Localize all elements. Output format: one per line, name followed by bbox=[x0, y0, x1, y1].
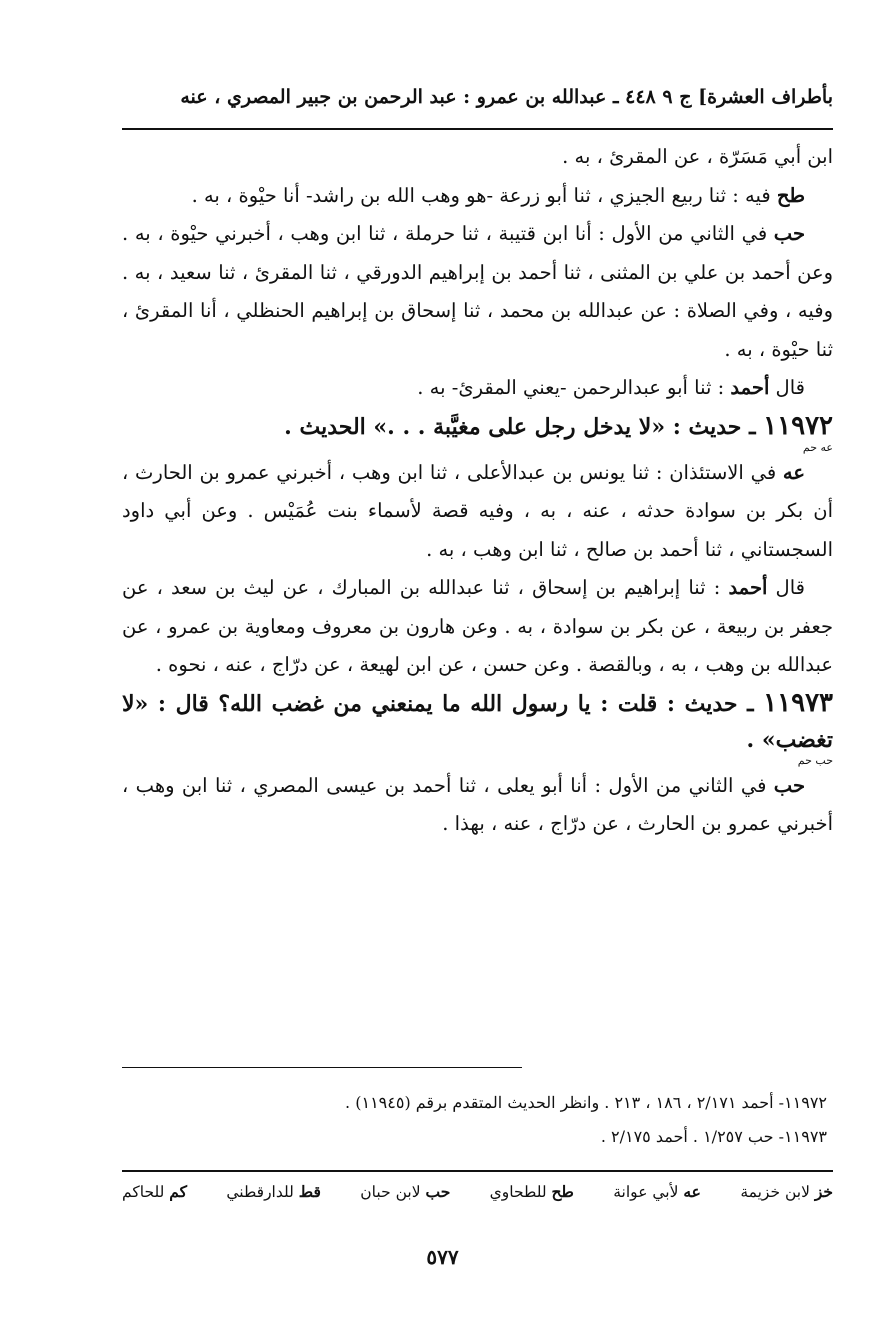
legend-item: طح للطحاوي bbox=[489, 1182, 574, 1201]
paragraph: ابن أبي مَسَرّة ، عن المقرئ ، به . bbox=[562, 145, 833, 168]
paragraph: طح فيه : ثنا ربيع الجيزي ، ثنا أبو زرعة -هو وهب الله بن راشد- أنا حيْوة ، به . bbox=[191, 183, 805, 207]
footnote-rule bbox=[122, 1067, 522, 1068]
header-title: بأطراف العشرة] ج ٩ ٤٤٨ ـ عبدالله بن عمرو : عبد الرحمن بن جبير المصري ، عنه bbox=[180, 86, 833, 108]
paragraph: قال أحمد : ثنا إبراهيم بن إسحاق ، ثنا عبدالله بن المبارك ، عن ليث بن سعد ، عن جعفر بن ربيعة ، عن بكر بن سوادة ، به . وعن هارون بن معروف ومعاوية بن عمرو ، عن عبدالله بن وهب ، به ، وبالقصة . وعن حسن ، عن ابن لهيعة ، عن درّاج ، عنه ، نحوه . bbox=[122, 576, 833, 676]
footnote: ١١٩٧٣- حب ١/٢٥٧ . أحمد ٢/١٧٥ . bbox=[600, 1127, 827, 1146]
hadith-heading-11973: ١١٩٧٣ ـ حديث : قلت : يا رسول الله ما يمنعني من غضب الله؟ قال : «لا تغضب» . bbox=[122, 687, 833, 753]
footnotes bbox=[122, 1086, 833, 1154]
header-rule bbox=[122, 128, 833, 130]
source-code: عه bbox=[782, 460, 805, 484]
source-code: طح bbox=[776, 183, 805, 207]
footer-rule bbox=[122, 1170, 833, 1172]
paragraph: عه في الاستئذان : ثنا يونس بن عبدالأعلى ، ثنا ابن وهب ، أخبرني عمرو بن الحارث ، أن بكر بن سوادة حدثه ، عنه ، به ، وفيه قصة لأسماء بنت عُمَيْس . وعن أبي داود السجستاني ، ثنا أحمد بن صالح ، ثنا ابن وهب ، به . bbox=[122, 460, 833, 561]
page-number: ٥٧٧ bbox=[426, 1245, 459, 1269]
paragraph: حب في الثاني من الأول : أنا أبو يعلى ، ثنا أحمد بن عيسى المصري ، ثنا ابن وهب ، أخبرني عمرو بن الحارث ، عن درّاج ، عنه ، بهذا . bbox=[122, 773, 833, 835]
legend-item: حب لابن حبان bbox=[360, 1182, 451, 1201]
source-codes: حب حم bbox=[797, 753, 833, 767]
running-header bbox=[122, 82, 833, 118]
footnote: ١١٩٧٢- أحمد ٢/١٧١ ، ١٨٦ ، ٢١٣ . وانظر الحديث المتقدم برقم (١١٩٤٥) . bbox=[345, 1093, 827, 1112]
source-code: حب bbox=[773, 222, 805, 245]
source-name: أحمد bbox=[728, 576, 768, 599]
paragraph: حب في الثاني من الأول : أنا ابن قتيبة ، ثنا حرملة ، ثنا ابن وهب ، أخبرني حيْوة ، به . وعن أحمد بن علي بن المثنى ، ثنا أحمد بن إبراهيم الدورقي ، ثنا المقرئ ، ثنا سعيد ، به . وفيه ، وفي الصلاة : عن عبدالله بن محمد ، ثنا إسحاق بن إبراهيم الحنظلي ، أنا المقرئ ، ثنا حيْوة ، به . bbox=[122, 222, 833, 361]
source-codes: عه حم bbox=[802, 440, 833, 454]
hadith-heading-11972: ١١٩٧٢ ـ حديث : «لا يدخل رجل على مغيَّبة . . .» الحديث . bbox=[284, 410, 833, 441]
legend-item: كم للحاكم bbox=[122, 1182, 187, 1201]
abbreviation-legend bbox=[122, 1182, 833, 1201]
source-name: أحمد bbox=[730, 376, 770, 399]
hadith-number: ١١٩٧٣ bbox=[763, 687, 833, 718]
main-text bbox=[122, 138, 833, 844]
legend-item: خز لابن خزيمة bbox=[740, 1182, 833, 1201]
source-code: حب bbox=[773, 773, 805, 797]
legend-item: قط للدارقطني bbox=[226, 1182, 321, 1201]
paragraph: قال أحمد : ثنا أبو عبدالرحمن -يعني المقرئ- به . bbox=[417, 376, 805, 399]
legend-item: عه لأبي عوانة bbox=[613, 1182, 701, 1201]
hadith-number: ١١٩٧٢ bbox=[763, 410, 833, 441]
